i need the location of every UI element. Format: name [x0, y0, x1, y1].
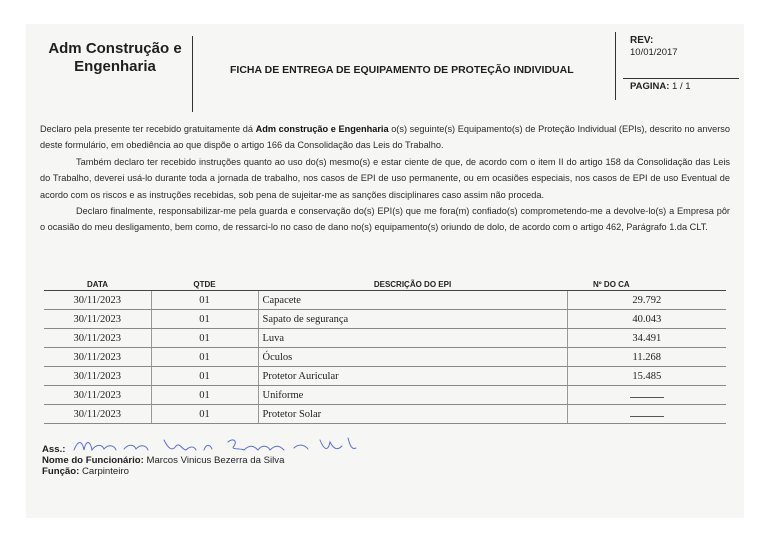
table-header-row	[44, 280, 726, 291]
header-divider-right	[615, 32, 616, 100]
cell-ca: 34.491	[567, 329, 726, 348]
table-row	[44, 310, 726, 329]
role-value: Carpinteiro	[81, 466, 129, 477]
cell-description: Sapato de segurança	[258, 310, 567, 329]
cell-date: 30/11/2023	[44, 405, 151, 424]
declaration-p1-end: o(s) seguinte(s) Equipamento(s) de Proteção Individual (EPIs), descrito no anverso deste formulário, em obediência ao que dispõe o artigo 166 da Consolidação das Leis do Trabalho.	[40, 124, 730, 151]
cell-qty: 01	[151, 348, 258, 367]
revision-label: REV:	[630, 35, 654, 46]
table-row	[44, 367, 726, 386]
declaration-text	[40, 121, 730, 236]
cell-ca: 40.043	[567, 310, 726, 329]
page-indicator	[630, 81, 691, 92]
cell-date: 30/11/2023	[44, 348, 151, 367]
form-title: FICHA DE ENTREGA DE EQUIPAMENTO DE PROTEÇÃO INDIVIDUAL	[230, 64, 574, 76]
table-row	[44, 386, 726, 405]
company-name: Adm Construção e Engenharia	[48, 40, 182, 75]
declaration-paragraph-3: Declaro finalmente, responsabilizar-me pela guarda e conservação do(s) EPI(s) que me fora(m) confiado(s) comprometendo-me a devolve-lo(s) a Empresa pôr o ocasião do meu desligamento, bem como, de ressarci-lo no caso de dano no(s) equipamento(s) oriundo de dolo, de acordo com o artigo 462, Parágrafo 1.da CLT.	[40, 206, 730, 233]
cell-qty: 01	[151, 310, 258, 329]
cell-description: Protetor Auricular	[258, 367, 567, 386]
cell-date: 30/11/2023	[44, 386, 151, 405]
blank-line	[630, 411, 664, 417]
declaration-paragraph-2: Também declaro ter recebido instruções quanto ao uso do(s) mesmo(s) e estar ciente de que, de acordo com o item II do artigo 158 da Consolidação das Leis do Trabalho, deverei usá-lo durante toda a jornada de trabalho, nos casos de EPI de uso permanente, ou em ocasiões especiais, nos casos de EPI de uso Eventual de acordo com os riscos e as instruções recebidas, sob pena de sujeitar-me as sanções disciplinares caso assim não proceda.	[40, 156, 730, 200]
header-divider	[192, 36, 193, 112]
declaration-company: Adm construção e Engenharia	[255, 124, 389, 134]
column-header-description: DESCRIÇÃO DO EPI	[258, 280, 567, 291]
table-row	[44, 329, 726, 348]
column-header-ca: Nº DO CA	[567, 280, 726, 291]
cell-description: Capacete	[258, 291, 567, 310]
cell-description: Uniforme	[258, 386, 567, 405]
cell-qty: 01	[151, 329, 258, 348]
employee-info	[42, 444, 284, 477]
employee-label: Nome do Funcionário:	[42, 455, 144, 466]
cell-ca: 15.485	[567, 367, 726, 386]
column-header-qty: QTDE	[151, 280, 258, 291]
cell-description: Protetor Solar	[258, 405, 567, 424]
declaration-paragraph-1	[40, 121, 730, 154]
cell-ca: 29.792	[567, 291, 726, 310]
role-row	[42, 466, 284, 477]
employee-name: Marcos Vinicus Bezerra da Silva	[146, 455, 285, 466]
table-row	[44, 348, 726, 367]
role-label: Função:	[42, 466, 80, 477]
cell-date: 30/11/2023	[44, 310, 151, 329]
table-row	[44, 405, 726, 424]
cell-ca: 11.268	[567, 348, 726, 367]
cell-date: 30/11/2023	[44, 291, 151, 310]
cell-description: Óculos	[258, 348, 567, 367]
revision-divider	[623, 78, 739, 79]
table-row	[44, 291, 726, 310]
declaration-p1-start: Declaro pela presente ter recebido gratuitamente dá	[40, 124, 256, 134]
column-header-date: DATA	[44, 280, 151, 291]
cell-ca-blank	[567, 386, 726, 405]
cell-date: 30/11/2023	[44, 329, 151, 348]
page-value: 1 / 1	[672, 81, 691, 92]
employee-row	[42, 455, 284, 466]
cell-ca-blank	[567, 405, 726, 424]
signature-row	[42, 444, 284, 455]
revision-date: 10/01/2017	[630, 47, 678, 58]
signature-label: Ass.:	[42, 444, 66, 455]
cell-qty: 01	[151, 291, 258, 310]
delivery-form-sheet	[26, 24, 744, 518]
epi-table	[44, 280, 726, 424]
cell-qty: 01	[151, 386, 258, 405]
cell-date: 30/11/2023	[44, 367, 151, 386]
cell-qty: 01	[151, 367, 258, 386]
page-label: PAGINA:	[630, 81, 670, 92]
cell-qty: 01	[151, 405, 258, 424]
blank-line	[630, 392, 664, 398]
cell-description: Luva	[258, 329, 567, 348]
